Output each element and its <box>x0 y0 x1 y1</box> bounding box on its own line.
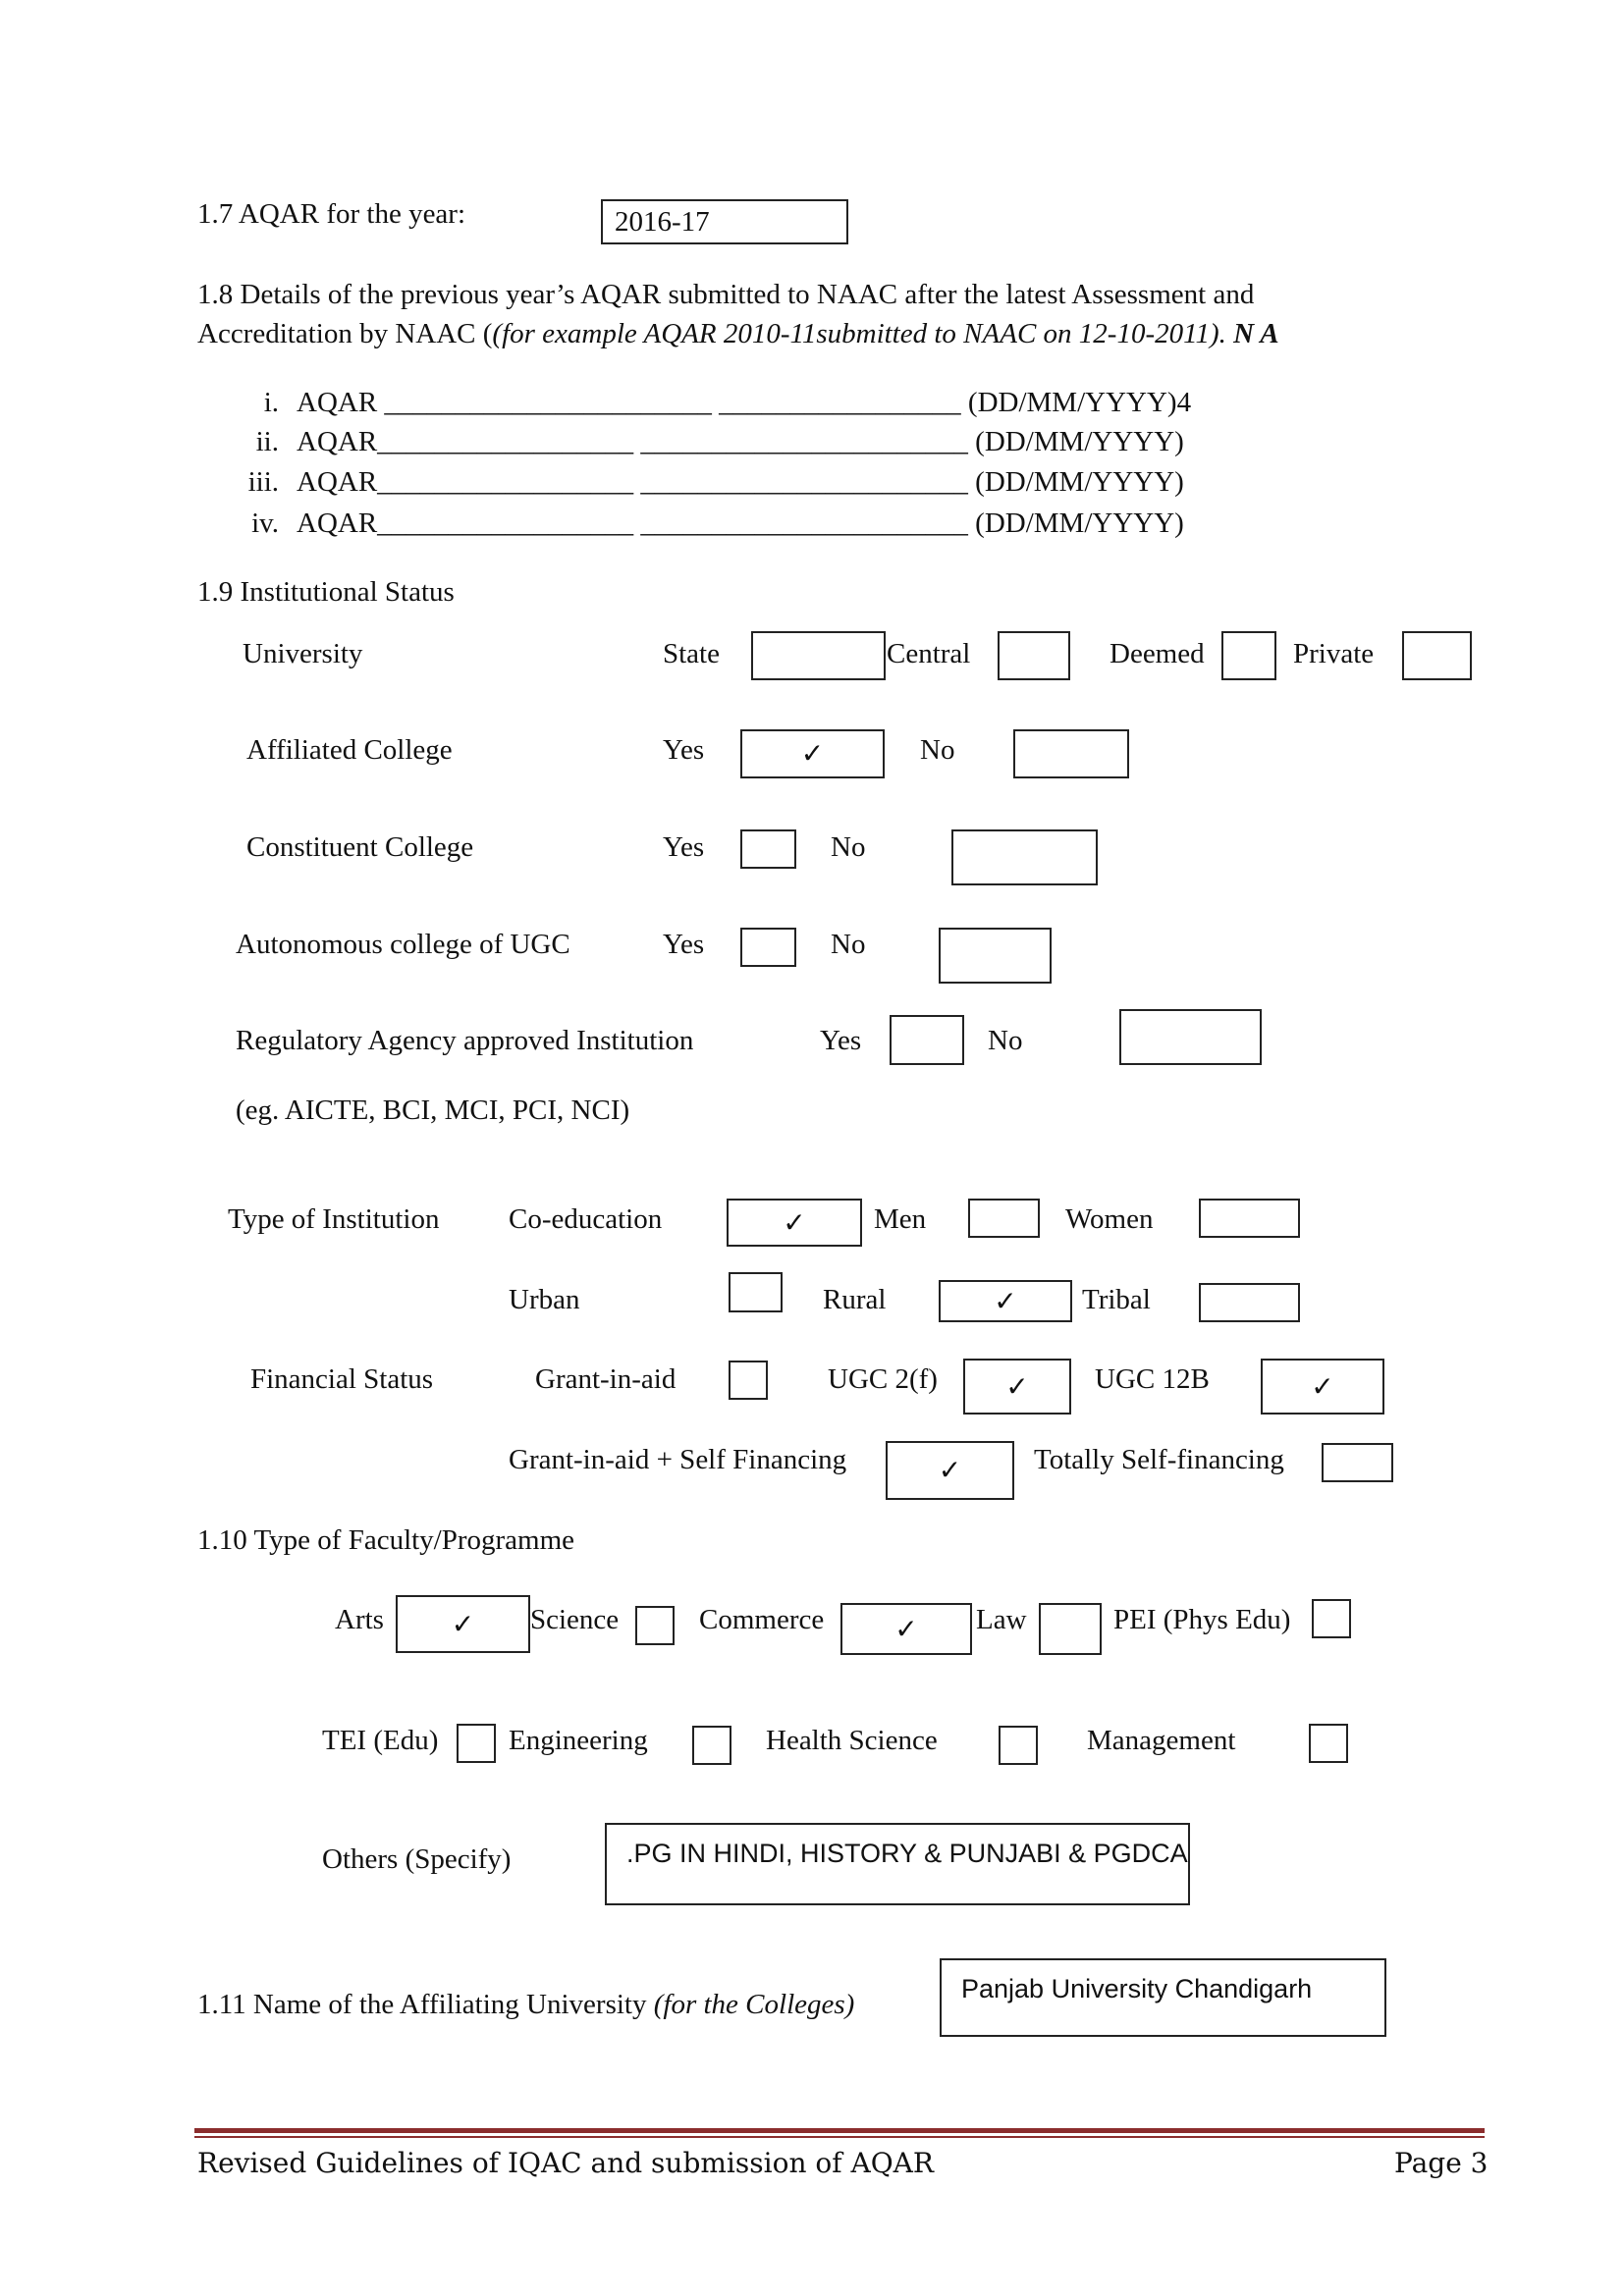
tribal-label: Tribal <box>1082 1284 1151 1315</box>
s18-line2-example: (for example AQAR 2010-11submitted to NAAC on 12-10-2011). <box>492 318 1226 349</box>
women-label: Women <box>1065 1203 1154 1235</box>
urban-checkbox[interactable] <box>729 1272 783 1312</box>
checkmark-icon: ✓ <box>1005 1369 1029 1403</box>
regulatory-no-checkbox[interactable] <box>1119 1009 1262 1065</box>
s18-na: N A <box>1225 318 1279 349</box>
checkmark-icon: ✓ <box>938 1454 962 1486</box>
autonomous-yes-checkbox[interactable] <box>740 928 796 967</box>
regulatory-eg: (eg. AICTE, BCI, MCI, PCI, NCI) <box>236 1095 630 1126</box>
aqar-row-text: AQAR__________________ _______________________ (DD/MM/YYYY) <box>297 426 1184 457</box>
checkmark-icon: ✓ <box>894 1612 918 1645</box>
aqar-row-text: AQAR _______________________ _________________ (DD/MM/YYYY)4 <box>297 387 1192 418</box>
ugc-2f-checkbox[interactable] <box>963 1359 1071 1415</box>
s18-line2 <box>197 317 1279 350</box>
tribal-checkbox[interactable] <box>1199 1283 1300 1322</box>
constituent-no-label: No <box>831 831 866 863</box>
ugc-12b-label: UGC 12B <box>1095 1363 1210 1395</box>
science-label: Science <box>530 1604 620 1635</box>
university-label: University <box>243 638 363 669</box>
grant-in-aid-checkbox[interactable] <box>729 1361 768 1400</box>
affiliating-university-label <box>197 1988 854 2021</box>
affiliated-no-checkbox[interactable] <box>1013 729 1129 778</box>
rural-checkbox[interactable] <box>939 1280 1072 1322</box>
deemed-label: Deemed <box>1110 638 1205 669</box>
science-checkbox[interactable] <box>635 1606 675 1645</box>
regulatory-yes-checkbox[interactable] <box>890 1015 964 1065</box>
affiliating-university-label-text: 1.11 Name of the Affiliating University <box>197 1989 654 2020</box>
coed-label: Co-education <box>509 1203 663 1235</box>
financial-status-label: Financial Status <box>250 1363 434 1395</box>
men-checkbox[interactable] <box>968 1199 1040 1238</box>
aqar-year-label: 1.7 AQAR for the year: <box>197 198 466 230</box>
ugc-2f-label: UGC 2(f) <box>828 1363 938 1395</box>
commerce-checkbox[interactable] <box>840 1603 972 1655</box>
health-science-label: Health Science <box>766 1725 938 1756</box>
central-label: Central <box>887 638 971 669</box>
affiliated-label: Affiliated College <box>246 734 453 766</box>
affiliated-yes-checkbox[interactable] <box>740 729 885 778</box>
checkmark-icon: ✓ <box>451 1607 475 1640</box>
others-label: Others (Specify) <box>322 1843 512 1875</box>
affiliated-yes-label: Yes <box>663 734 705 766</box>
footer-rule-thin <box>194 2136 1485 2138</box>
autonomous-label: Autonomous college of UGC <box>236 929 570 960</box>
private-label: Private <box>1293 638 1375 669</box>
rural-label: Rural <box>823 1284 887 1315</box>
tei-label: TEI (Edu) <box>322 1725 439 1756</box>
footer-title: Revised Guidelines of IQAC and submission of AQAR <box>197 2147 934 2179</box>
aqar-row-num: iii. <box>247 466 279 498</box>
law-checkbox[interactable] <box>1039 1603 1102 1655</box>
constituent-yes-checkbox[interactable] <box>740 829 796 869</box>
regulatory-yes-label: Yes <box>820 1025 862 1056</box>
affiliating-university-label-note: (for the Colleges) <box>653 1989 855 2020</box>
management-label: Management <box>1087 1725 1236 1756</box>
page-number: Page 3 <box>1394 2147 1489 2179</box>
s18-line2-a: Accreditation by NAAC ( <box>197 318 493 349</box>
aqar-row-num: ii. <box>255 426 279 457</box>
autonomous-no-checkbox[interactable] <box>939 928 1052 984</box>
checkmark-icon: ✓ <box>994 1284 1017 1317</box>
checkmark-icon: ✓ <box>800 737 825 770</box>
gia-self-financing-label: Grant-in-aid + Self Financing <box>509 1444 847 1475</box>
arts-checkbox[interactable] <box>396 1595 530 1653</box>
coed-checkbox[interactable] <box>727 1199 862 1247</box>
engineering-label: Engineering <box>509 1725 648 1756</box>
constituent-no-checkbox[interactable] <box>951 829 1098 885</box>
regulatory-no-label: No <box>988 1025 1023 1056</box>
autonomous-yes-label: Yes <box>663 929 705 960</box>
central-checkbox[interactable] <box>998 631 1070 680</box>
aqar-year-value: 2016-17 <box>615 206 710 238</box>
grant-in-aid-label: Grant-in-aid <box>535 1363 677 1395</box>
others-field[interactable] <box>605 1823 1190 1905</box>
health-science-checkbox[interactable] <box>999 1726 1038 1765</box>
footer-rule-thick <box>194 2128 1485 2133</box>
men-label: Men <box>874 1203 927 1235</box>
private-checkbox[interactable] <box>1402 631 1472 680</box>
engineering-checkbox[interactable] <box>692 1726 731 1765</box>
totally-self-financing-checkbox[interactable] <box>1322 1443 1393 1482</box>
law-label: Law <box>976 1604 1027 1635</box>
gia-self-financing-checkbox[interactable] <box>886 1441 1014 1500</box>
affiliating-university-field[interactable] <box>940 1958 1386 2037</box>
management-checkbox[interactable] <box>1309 1724 1348 1763</box>
s19-heading: 1.9 Institutional Status <box>197 576 455 608</box>
affiliating-university-value: Panjab University Chandigarh <box>961 1974 1313 2003</box>
s110-heading: 1.10 Type of Faculty/Programme <box>197 1524 575 1556</box>
aqar-row-text: AQAR__________________ _______________________ (DD/MM/YYYY) <box>297 466 1184 498</box>
ugc-12b-checkbox[interactable] <box>1261 1359 1384 1415</box>
pei-label: PEI (Phys Edu) <box>1113 1604 1291 1635</box>
state-label: State <box>663 638 720 669</box>
checkmark-icon: ✓ <box>783 1205 806 1239</box>
aqar-year-field[interactable] <box>601 199 848 244</box>
institution-type-label: Type of Institution <box>228 1203 440 1235</box>
pei-checkbox[interactable] <box>1312 1599 1351 1638</box>
s18-line1: 1.8 Details of the previous year’s AQAR submitted to NAAC after the latest Assessment and <box>197 279 1255 310</box>
women-checkbox[interactable] <box>1199 1199 1300 1238</box>
constituent-yes-label: Yes <box>663 831 705 863</box>
aqar-row-num: iv. <box>251 507 279 539</box>
state-checkbox[interactable] <box>751 631 886 680</box>
urban-label: Urban <box>509 1284 580 1315</box>
autonomous-no-label: No <box>831 929 866 960</box>
checkmark-icon: ✓ <box>1311 1369 1334 1403</box>
deemed-checkbox[interactable] <box>1221 631 1276 680</box>
constituent-label: Constituent College <box>246 831 474 863</box>
aqar-row-num: i. <box>263 387 279 418</box>
tei-checkbox[interactable] <box>457 1724 496 1763</box>
regulatory-label: Regulatory Agency approved Institution <box>236 1025 694 1056</box>
others-value: .PG IN HINDI, HISTORY & PUNJABI & PGDCA <box>626 1839 1188 1868</box>
commerce-label: Commerce <box>699 1604 825 1635</box>
aqar-row-text: AQAR__________________ _______________________ (DD/MM/YYYY) <box>297 507 1184 539</box>
totally-self-financing-label: Totally Self-financing <box>1034 1444 1284 1475</box>
affiliated-no-label: No <box>920 734 955 766</box>
arts-label: Arts <box>335 1604 384 1635</box>
